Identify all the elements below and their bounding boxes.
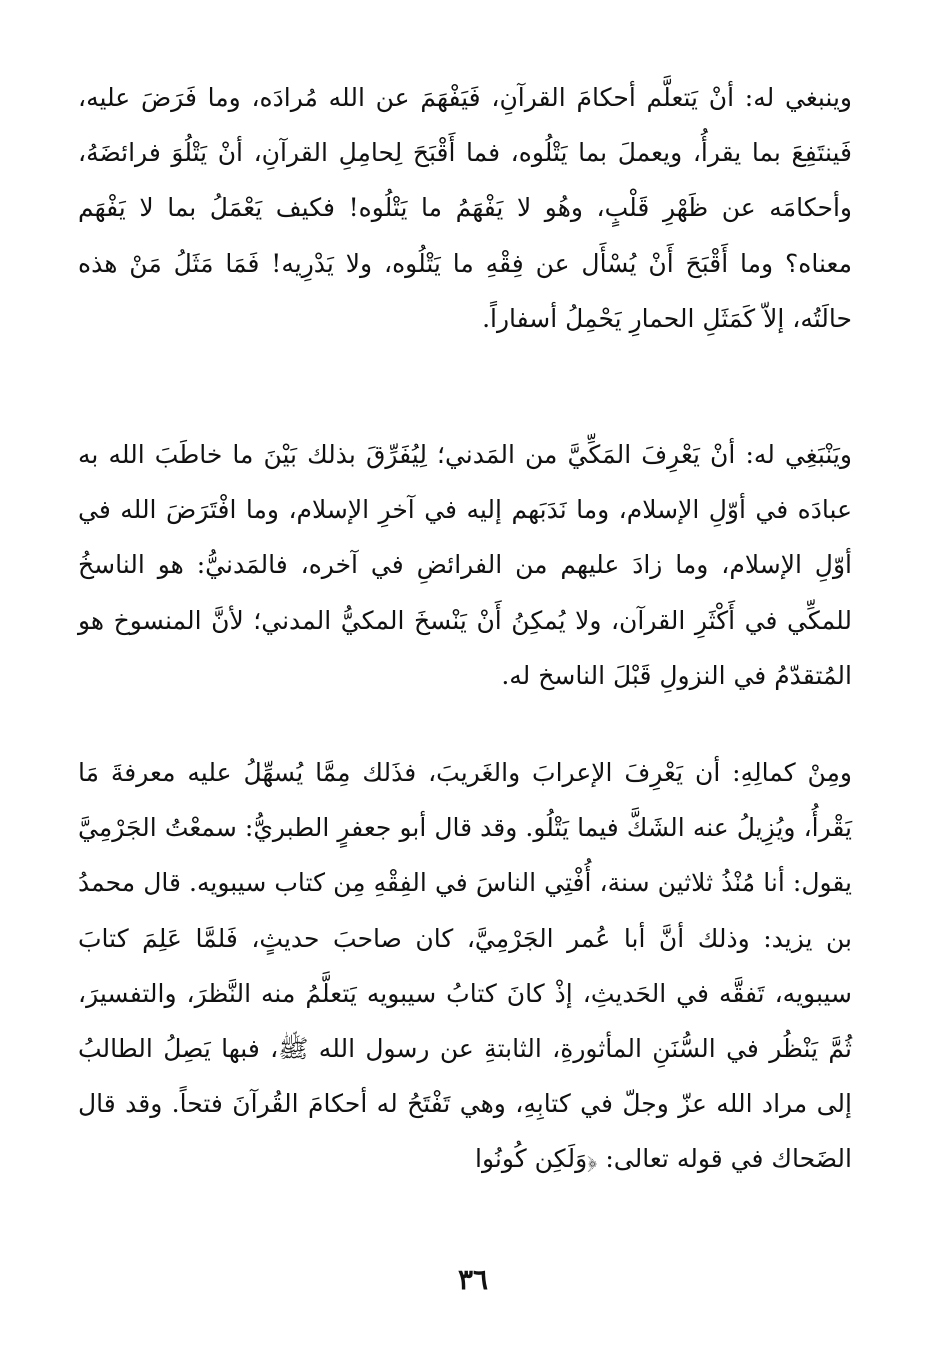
document-page xyxy=(78,70,852,1270)
body-paragraph: وينبغي له: أنْ يَتعلَّم أحكامَ القرآنِ، فَيَفْهَمَ عن الله مُرادَه، وما فَرَضَ عليه، فَينتَفِعَ بما يقرأُ، ويعملَ بما يَتْلُوه، فما أَقْبَحَ لِحامِلِ القرآنِ، أنْ يَتْلُوَ فرائضَهُ، وأحكامَه عن ظَهْرِ قَلْبٍ، وهُو لا يَفْهَمُ ما يَتْلُوه! فكيف يَعْمَلُ بما لا يَفْهَم معناه؟ وما أَقْبَحَ أَنْ يُسْأَل عن فِقْهِ ما يَتْلُوه، ولا يَدْرِيه! فَمَا مَثَلُ مَنْ هذه حالَتُه، إلاّ كَمَثَلِ الحمارِ يَحْمِلُ أسفاراً. xyxy=(78,83,852,333)
body-paragraph: ومِنْ كمالِهِ: أن يَعْرِفَ الإعرابَ والغَريبَ، فذَلك مِمَّا يُسهِّلُ عليه معرفةَ مَا يَقْرأُ، ويُزِيلُ عنه الشَكَّ فيما يَتْلُو. وقد قال أبو جعفرٍ الطبريُّ: سمعْتُ الجَرْمِيَّ يقول: أنا مُنْذُ ثلاثين سنة، أُفْتِي الناسَ في الفِقْهِ مِن كتاب سيبويه. قال محمدُ بن يزيد: وذلك أنَّ أبا عُمر الجَرْمِيَّ، كان صاحبَ حديثٍ، فَلمَّا عَلِمَ كتابَ سيبويه، تَفقَّه في الحَديثِ، إذْ كانَ كتابُ سيبويه يَتعلَّمُ منه النَّظرَ، والتفسيرَ، ثُمَّ يَنْظُر في السُّنَنِ المأثورةِ، الثابتةِ عن رسول الله ﷺ، فبها يَصِلُ الطالبُ إلى مراد الله عزّ وجلّ في كتابِهِ، وهي تَفْتَحُ له أحكامَ القُرآنَ فتحاً. وقد قال الضَحاك في قوله تعالى: ﴿وَلَكِن كُونُوا xyxy=(78,758,852,1174)
body-paragraph: ويَنْبَغِي له: أنْ يَعْرِفَ المَكِّيَّ من المَدني؛ لِيُفَرِّقَ بذلك بَيْنَ ما خاطَبَ الله به عبادَه في أوّلِ الإسلام، وما نَدَبَهم إليه في آخرِ الإسلام، وما افْتَرَضَ الله في أوّلِ الإسلام، وما زادَ عليهم من الفرائضِ في آخره، فالمَدنيُّ: هو الناسخُ للمكِّي في أَكْثَرِ القرآن، ولا يُمكِنُ أَنْ يَنْسخَ المكيُّ المدني؛ لأنَّ المنسوخ هو المُتقدّمُ في النزولِ قَبْلَ الناسخ له. xyxy=(78,440,852,690)
page-number: ٣٦ xyxy=(457,1263,489,1296)
